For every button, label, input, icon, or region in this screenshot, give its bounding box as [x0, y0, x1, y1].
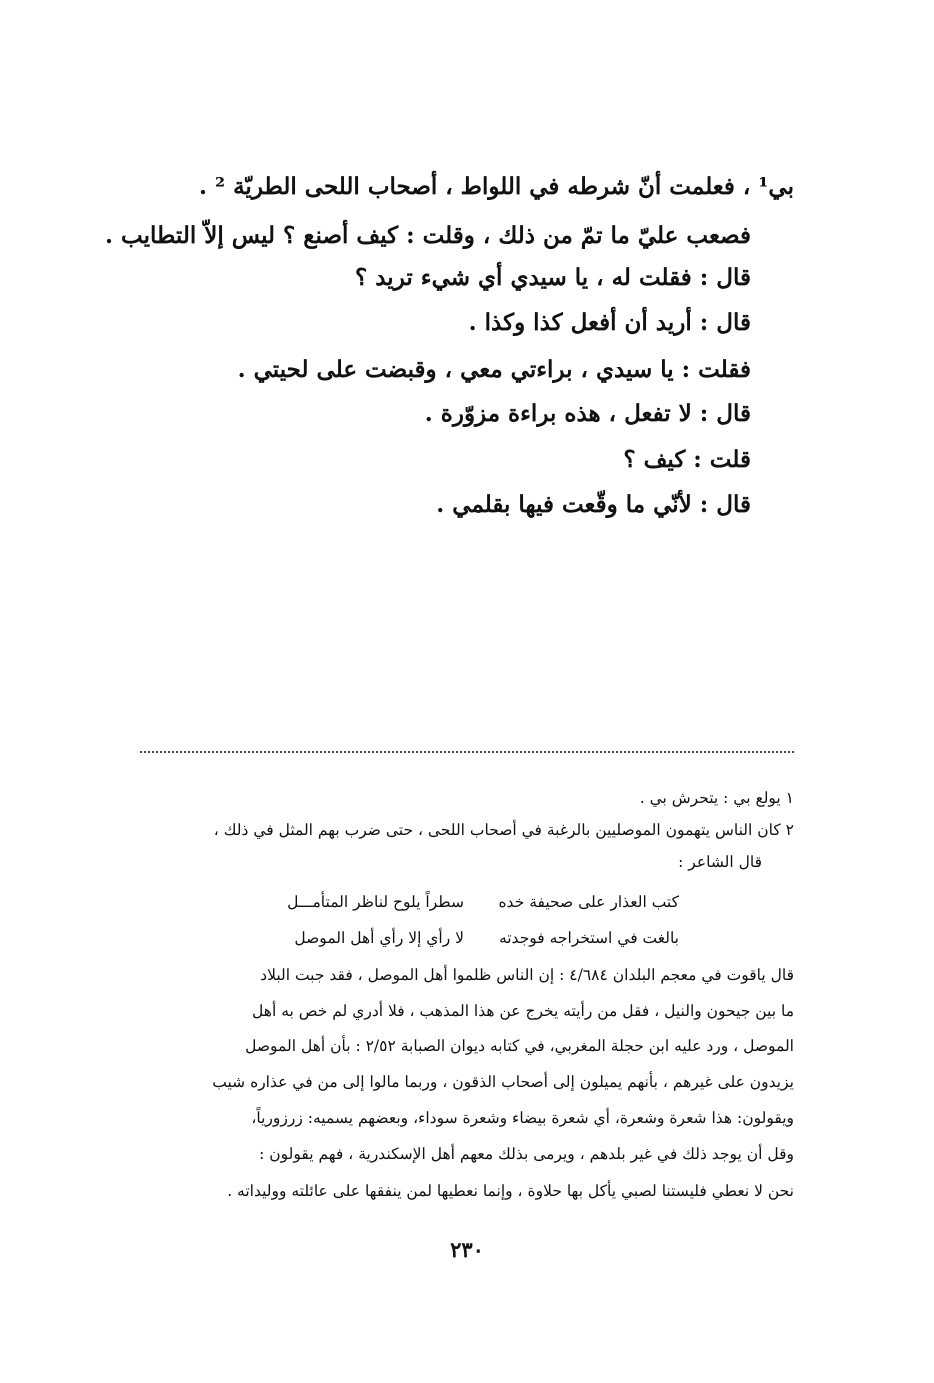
verse-2-second-hemistich: لا رأي إلا رأي أهل الموصل: [294, 929, 464, 947]
main-text-line-6: قال : لا تفعل ، هذه براءة مزوّرة .: [424, 400, 751, 427]
footnote-2-prose-line-5: ويقولون: هذا شعرة وشعرة، أي شعرة بيضاء وشعرة سوداء، وبعضهم يسميه: زرزورياً،: [251, 1109, 794, 1127]
main-text-line-4: قال : أريد أن أفعل كذا وكذا .: [468, 309, 751, 336]
main-text-line-5: فقلت : يا سيدي ، براءتي معي ، وقبضت على لحيتي .: [237, 356, 751, 383]
footnote-2-prose-line-7: نحن لا نعطي فليستنا لصبي يأكل بها حلاوة ، وإنما نعطيها لمن ينفقها على عائلته ووليداته .: [227, 1182, 794, 1200]
footnote-2-prose-line-3: الموصل ، ورد عليه ابن حجلة المغربي، في كتابه ديوان الصبابة ٢/٥٢ : بأن أهل الموصل: [245, 1037, 794, 1055]
main-text-line-1: بي¹ ، فعلمت أنّ شرطه في اللواط ، أصحاب اللحى الطريّة ² .: [198, 173, 794, 200]
footnote-2-prose-line-1: قال ياقوت في معجم البلدان ٤/٦٨٤ : إن الناس ظلموا أهل الموصل ، فقد جبت البلاد: [260, 966, 794, 984]
main-text-line-3: قال : فقلت له ، يا سيدي أي شيء تريد ؟: [355, 264, 751, 291]
verse-1-second-hemistich: سطراً يلوح لناظر المتأمـــل: [287, 893, 464, 911]
footnote-2-prose-line-6: وقل أن يوجد ذلك في غير بلدهم ، ويرمى بذلك معهم أهل الإسكندرية ، فهم يقولون :: [259, 1145, 794, 1163]
footnote-2-prose-line-2: ما بين جيحون والنيل ، فقل من رأيته يخرج عن هذا المذهب ، فلا أدري لم خص به أهل: [252, 1002, 794, 1020]
footnote-2-prose-line-4: يزيدون على غيرهم ، بأنهم يميلون إلى أصحاب الذقون ، وربما مالوا إلى من في عذاره شيب: [212, 1073, 794, 1091]
page-number: ٢٣٠: [450, 1237, 484, 1262]
footnote-2-line-2: قال الشاعر :: [678, 853, 762, 871]
footnote-separator: [140, 751, 794, 753]
main-text-line-7: قلت : كيف ؟: [623, 446, 751, 473]
main-text-line-2: فصعب عليّ ما تمّ من ذلك ، وقلت : كيف أصنع ؟ ليس إلاّ التطايب .: [105, 222, 751, 249]
footnote-1: ١ يولع بي : يتحرش بي .: [639, 789, 794, 807]
verse-1-first-hemistich: كتب العذار على صحيفة خده: [498, 893, 679, 911]
footnote-2-line-1: ٢ كان الناس يتهمون الموصليين بالرغبة في أصحاب اللحى ، حتى ضرب بهم المثل في ذلك ،: [213, 821, 794, 839]
main-text-line-8: قال : لأنّي ما وقّعت فيها بقلمي .: [436, 491, 751, 518]
verse-2-first-hemistich: بالغت في استخراجه فوجدته: [498, 929, 679, 947]
